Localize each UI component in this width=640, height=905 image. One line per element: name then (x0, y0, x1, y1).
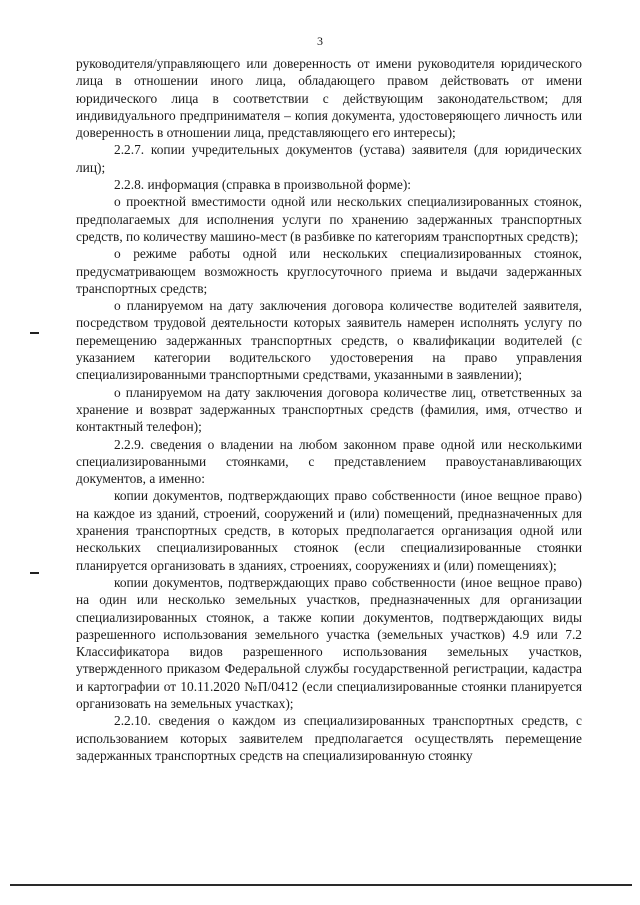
paragraph-2-2-7: 2.2.7. копии учредительных документов (устава) заявителя (для юридических лиц); (76, 142, 582, 175)
paragraph-2-2-9: 2.2.9. сведения о владении на любом законном праве одной или несколькими специализированными стоянками, с представлением правоустанавливающих документов, а именно: (76, 436, 582, 487)
page-number: 3 (317, 34, 323, 48)
paragraph-building-documents: копии документов, подтверждающих право собственности (иное вещное право) на каждое из зданий, строений, сооружений и (или) помещений, предназначенных для хранения транспортных средств, в которых предполагается организация одной или нескольких специализированных стоянок (если специализированные стоянки планируется организовать в зданиях, строениях, сооружениях и (или) помещениях); (76, 488, 582, 573)
paragraph-continuation: руководителя/управляющего или доверенность от имени руководителя юридического лица в отношении иного лица, обладающего правом действовать от имени юридического лица в соответствии с действующим законодательством; для индивидуального предпринимателя – копия документа, удостоверяющего личность или доверенность в отношении лица, представляющего его интересы); (76, 56, 582, 141)
paragraph-2-2-10: 2.2.10. сведения о каждом из специализированных транспортных средств, с использованием которых заявителем предполагается осуществлять перемещение задержанных транспортных средств на специализированную стоянку (76, 713, 582, 763)
paragraph-land-documents: копии документов, подтверждающих право собственности (иное вещное право) на один или несколько земельных участков, предназначенных для организации специализированных стоянок, а также копии документов, подтверждающих виды разрешенного использования земельного участка (земельных участков) 4.9 или 7.2 Классификатора видов разрешенного использования земельных участков, утвержденного приказом Федеральной службы государственной регистрации, кадастра и картографии от 10.11.2020 №П/0412 (если специализированные стоянки планируется организовать на земельных участках); (76, 574, 582, 711)
paragraph-2-2-8: 2.2.8. информация (справка в произвольной форме): (114, 177, 412, 193)
bottom-rule (10, 884, 632, 886)
paragraph-responsible-persons: о планируемом на дату заключения договора количестве лиц, ответственных за хранение и возврат задержанных транспортных средств (фамилия, имя, отчество и контактный телефон); (76, 384, 582, 435)
margin-mark (30, 572, 39, 574)
margin-mark (30, 332, 39, 334)
paragraph-drivers: о планируемом на дату заключения договора количестве водителей заявителя, посредством трудовой деятельности которых заявитель намерен исполнять услугу по перемещению задержанных транспортных средств, о квалификации водителей (с указанием категории водительского удостоверения на право управления специализированными транспортными средствами, указанными в заявлении); (76, 298, 582, 383)
paragraph-capacity: о проектной вместимости одной или нескольких специализированных стоянок, предполагаемых для исполнения услуги по хранению задержанных транспортных средств, по количеству машино-мест (в разбивке по категориям транспортных средств); (76, 194, 582, 244)
document-body (76, 55, 582, 764)
paragraph-work-mode: о режиме работы одной или нескольких специализированных стоянок, предусматривающем возможность круглосуточного приема и выдачи задержанных транспортных средств; (76, 246, 582, 296)
